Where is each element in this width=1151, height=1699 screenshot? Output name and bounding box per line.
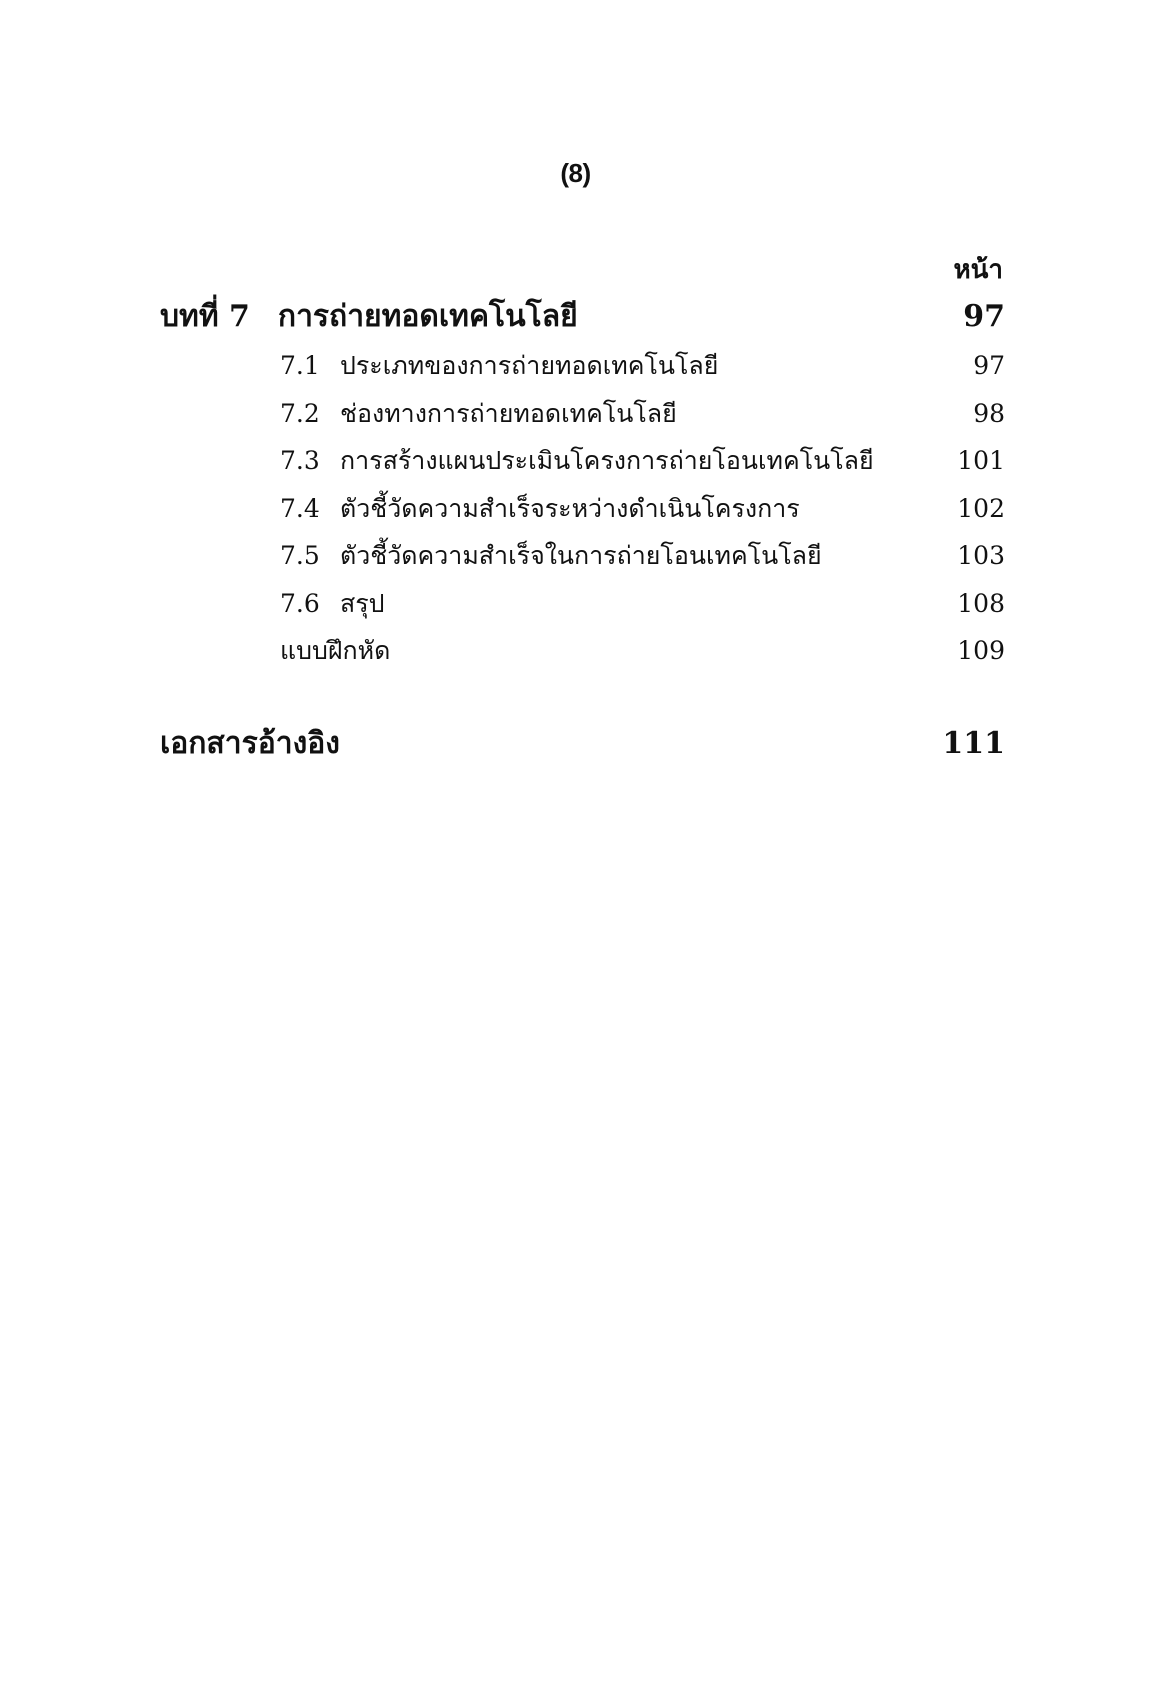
entry-heading: [280, 627, 390, 675]
toc-entry-7-2[interactable]: [280, 390, 1005, 438]
section-title: ช่องทางการถ่ายทอดเทคโนโลยี: [340, 398, 677, 428]
section-title: สรุป: [340, 588, 385, 618]
section-page-number: 108: [957, 588, 1005, 618]
references-title: เอกสารอ้างอิง: [160, 725, 340, 761]
chapter-label: บทที่ 7: [160, 299, 250, 334]
section-page-number: 109: [957, 636, 1005, 665]
section-number: 7.1: [280, 351, 320, 380]
entry-heading: [280, 342, 718, 390]
toc-entry-7-1[interactable]: [280, 342, 1005, 390]
toc-entry-7-4[interactable]: [280, 485, 1005, 533]
section-page-number: 98: [973, 398, 1005, 428]
section-number: 7.6: [280, 588, 320, 618]
references-row[interactable]: [160, 719, 1005, 769]
toc-entry-7-5[interactable]: [280, 532, 1005, 580]
table-of-contents: [160, 248, 1005, 769]
section-title: การสร้างแผนประเมินโครงการถ่ายโอนเทคโนโลยี: [340, 446, 874, 475]
chapter-page-number: 97: [963, 299, 1005, 334]
section-page-number: 103: [957, 541, 1005, 570]
section-number: 7.5: [280, 541, 320, 570]
section-list: [280, 342, 1005, 675]
entry-heading: [280, 485, 800, 533]
section-number: 7.3: [280, 446, 320, 475]
page-column-label: หน้า: [953, 255, 1003, 285]
section-title: ประเภทของการถ่ายทอดเทคโนโลยี: [340, 351, 719, 380]
section-page-number: 97: [973, 351, 1005, 380]
section-title: แบบฝึกหัด: [280, 636, 391, 665]
section-title: ตัวชี้วัดความสำเร็จในการถ่ายโอนเทคโนโลยี: [340, 541, 822, 570]
references-page-number: 111: [942, 725, 1005, 761]
section-title: ตัวชี้วัดความสำเร็จระหว่างดำเนินโครงการ: [340, 493, 800, 523]
toc-entry-7-6[interactable]: [280, 580, 1005, 628]
toc-entry-exercises[interactable]: [280, 627, 1005, 675]
entry-heading: [280, 437, 874, 485]
entry-heading: [280, 532, 822, 580]
chapter-heading: [160, 292, 578, 342]
entry-heading: [280, 390, 677, 438]
page-number-header: (8): [560, 158, 591, 188]
section-number: 7.4: [280, 493, 320, 523]
chapter-row[interactable]: [160, 292, 1005, 342]
section-page-number: 102: [957, 493, 1005, 523]
toc-entry-7-3[interactable]: [280, 437, 1005, 485]
section-number: 7.2: [280, 398, 320, 428]
section-page-number: 101: [957, 446, 1005, 475]
entry-heading: [280, 580, 385, 628]
chapter-title: การถ่ายทอดเทคโนโลยี: [277, 299, 578, 334]
